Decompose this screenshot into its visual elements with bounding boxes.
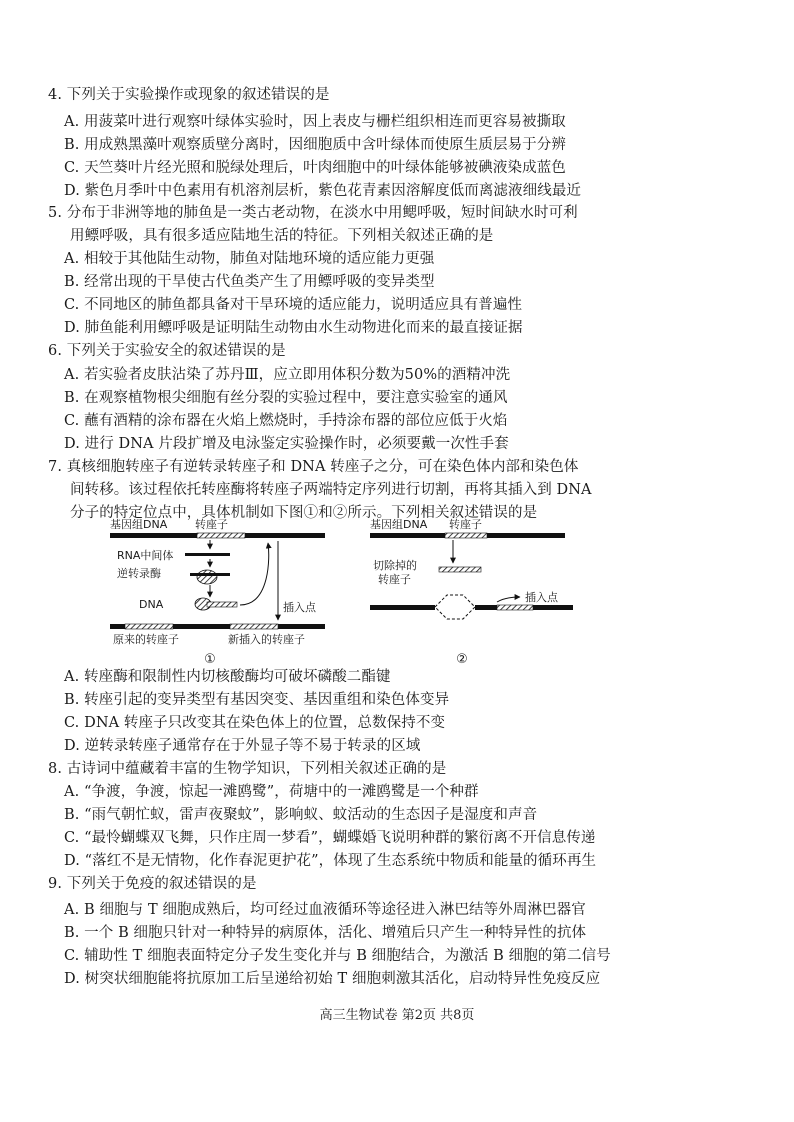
question-5-option-d: D. 肺鱼能利用鳔呼吸是证明陆生动物由水生动物进化而来的最直接证据 <box>64 320 523 336</box>
question-6-option-b: B. 在观察植物根尖细胞有丝分裂的实验过程中，要注意实验室的通风 <box>64 390 508 406</box>
excised-transposon <box>439 567 481 572</box>
question-9-option-b: B. 一个 B 细胞只针对一种特异的病原体，活化、增殖后只产生一种特异性的抗体 <box>64 925 587 941</box>
question-4-option-a: A. 用菠菜叶进行观察叶绿体实验时，因上表皮与栅栏组织相连而更容易被撕取 <box>64 114 566 130</box>
excision-gap <box>435 595 475 619</box>
question-5-stem-line-1: 5. 分布于非洲等地的肺鱼是一类古老动物，在淡水中用鳃呼吸，短时间缺水时可利 <box>48 205 578 221</box>
transposon-label-2: 转座子 <box>449 518 482 531</box>
question-6-stem: 6. 下列关于实验安全的叙述错误的是 <box>48 343 286 359</box>
excised-label-line-2: 转座子 <box>378 573 411 586</box>
transposon-segment-top <box>197 533 245 538</box>
question-8-option-a: A. “争渡，争渡，惊起一滩鸥鹭”，荷塘中的一滩鸥鹭是一个种群 <box>64 784 479 800</box>
question-7-option-a: A. 转座酶和限制性内切核酸酶均可破坏磷酸二酯键 <box>64 669 391 685</box>
question-7-stem-line-3: 分子的特定位点中，具体机制如下图①和②所示。下列相关叙述错误的是 <box>70 505 538 521</box>
curved-arrow-insertion <box>240 543 269 605</box>
question-5-option-c: C. 不同地区的肺鱼都具备对干旱环境的适应能力，说明适应具有普遍性 <box>64 297 523 313</box>
question-4-option-b: B. 用成熟黑藻叶观察质壁分离时，因细胞质中含叶绿体而使原生质层易于分辨 <box>64 137 566 153</box>
rna-intermediate-label: RNA中间体 <box>117 549 174 562</box>
panel-1-number: ① <box>204 652 216 667</box>
new-transposon-label: 新插入的转座子 <box>228 633 305 646</box>
question-9-option-d: D. 树突状细胞能将抗原加工后呈递给初始 T 细胞刺激其活化，启动特异性免疫反应 <box>64 971 601 987</box>
question-7-option-c: C. DNA 转座子只改变其在染色体上的位置，总数保持不变 <box>64 715 446 731</box>
rna-bar <box>185 553 230 556</box>
reverse-transcriptase-label: 逆转录酶 <box>117 567 161 580</box>
question-5-option-b: B. 经常出现的干旱使古代鱼类产生了用鳔呼吸的变异类型 <box>64 274 435 290</box>
question-6-option-a: A. 若实验者皮肤沾染了苏丹Ⅲ，应立即用体积分数为50%的酒精冲洗 <box>64 367 511 383</box>
original-transposon-label: 原来的转座子 <box>113 633 179 646</box>
question-5-option-a: A. 相较于其他陆生动物，肺鱼对陆地环境的适应能力更强 <box>64 251 435 267</box>
panel-1 <box>110 517 325 667</box>
transposon-mechanism-figure <box>95 517 595 672</box>
transposon-label-1: 转座子 <box>195 518 228 531</box>
genomic-dna-left-2 <box>370 605 435 610</box>
question-6-option-d: D. 进行 DNA 片段扩增及电泳鉴定实验操作时，必须要戴一次性手套 <box>64 436 509 452</box>
reverse-transcriptase-icon <box>197 570 217 584</box>
question-7-stem-line-1: 7. 真核细胞转座子有逆转录转座子和 DNA 转座子之分，可在染色体内部和染色体 <box>48 459 579 475</box>
insertion-site-label-1: 插入点 <box>283 601 316 614</box>
page-footer: 高三生物试卷 第2页 共8页 <box>319 1008 475 1023</box>
excised-label-line-1: 切除掉的 <box>373 559 417 572</box>
question-4-option-d: D. 紫色月季叶中色素用有机溶剂层析，紫色花青素因溶解度低而离滤液细线最近 <box>64 183 582 199</box>
question-8-stem: 8. 古诗词中蕴藏着丰富的生物学知识，下列相关叙述正确的是 <box>48 761 447 777</box>
reinserted-transposon <box>497 605 533 610</box>
new-transposon-segment <box>230 624 278 629</box>
new-dna-copy <box>207 602 237 607</box>
question-9-option-a: A. B 细胞与 T 细胞成熟后，均可经过血液循环等途径进入淋巴结等外周淋巴器官 <box>64 902 586 918</box>
question-7-option-b: B. 转座引起的变异类型有基因突变、基因重组和染色体变异 <box>64 692 450 708</box>
question-4-option-c: C. 天竺葵叶片经光照和脱绿处理后，叶肉细胞中的叶绿体能够被碘液染成蓝色 <box>64 160 566 176</box>
rna-template-bar <box>190 573 230 576</box>
panel-2 <box>370 517 573 667</box>
question-9-option-c: C. 辅助性 T 细胞表面特定分子发生变化并与 B 细胞结合，为激活 B 细胞的第二信号 <box>64 948 611 964</box>
transposon-segment-2 <box>445 533 487 538</box>
panel-2-number: ② <box>456 652 468 667</box>
question-7-stem-line-2: 间转移。该过程依托转座酶将转座子两端特定序列进行切割，再将其插入到 DNA <box>70 482 592 498</box>
question-8-option-b: B. “雨气朝忙蚁，雷声夜聚蚊”，影响蚁、蚊活动的生态因子是湿度和声音 <box>64 807 538 823</box>
dna-label: DNA <box>139 598 164 611</box>
question-8-option-c: C. “最怜蝴蝶双飞舞，只作庄周一梦看”，蝴蝶婚飞说明种群的繁衍离不开信息传递 <box>64 830 596 846</box>
genomic-dna-label-2: 基因组DNA <box>370 518 428 531</box>
question-9-stem: 9. 下列关于免疫的叙述错误的是 <box>48 876 257 892</box>
original-transposon-segment <box>125 624 173 629</box>
question-7-option-d: D. 逆转录转座子通常存在于外显子等不易于转录的区域 <box>64 738 421 754</box>
insertion-site-label-2: 插入点 <box>525 591 558 604</box>
question-5-stem-line-2: 用鳔呼吸，具有很多适应陆地生活的特征。下列相关叙述正确的是 <box>70 228 494 244</box>
question-8-option-d: D. “落红不是无情物，化作春泥更护花”，体现了生态系统中物质和能量的循环再生 <box>64 853 597 869</box>
genomic-dna-label-1: 基因组DNA <box>110 518 168 531</box>
question-4-stem: 4. 下列关于实验操作或现象的叙述错误的是 <box>48 87 330 103</box>
question-6-option-c: C. 蘸有酒精的涂布器在火焰上燃烧时，手持涂布器的部位应低于火焰 <box>64 413 508 429</box>
arrow-to-insertion-site-2 <box>497 597 520 602</box>
